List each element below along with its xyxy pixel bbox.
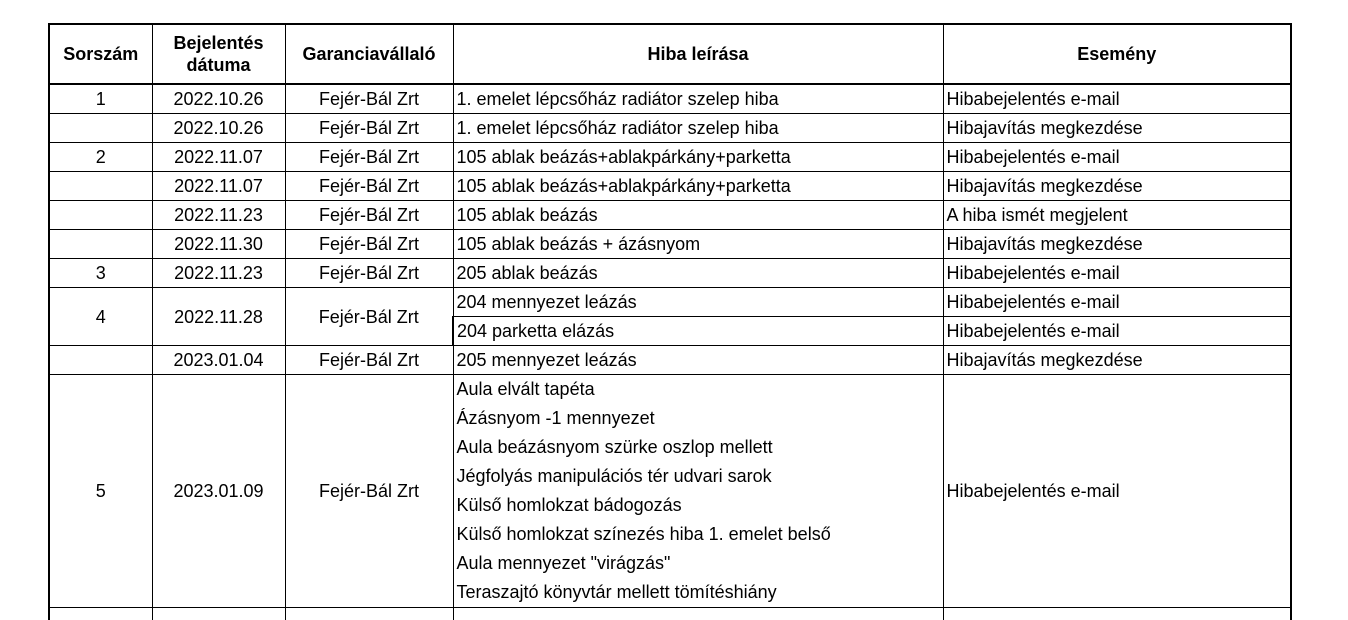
hiba-line: Külső homlokzat színezés hiba 1. emelet belső xyxy=(457,520,940,549)
cell-garancia: Fejér-Bál Zrt xyxy=(285,375,453,608)
cell-empty xyxy=(285,608,453,620)
cell-esemeny: Hibajavítás megkezdése xyxy=(943,346,1291,375)
cell-sorszam: 5 xyxy=(49,375,152,608)
cell-garancia: Fejér-Bál Zrt xyxy=(285,201,453,230)
hiba-line: Aula elvált tapéta xyxy=(457,375,940,404)
hiba-line: Jégfolyás manipulációs tér udvari sarok xyxy=(457,462,940,491)
cell-datum: 2022.11.28 xyxy=(152,288,285,346)
cell-hiba: 105 ablak beázás xyxy=(453,201,943,230)
table-row-partial xyxy=(49,608,1291,620)
cell-garancia: Fejér-Bál Zrt xyxy=(285,143,453,172)
cell-hiba: 1. emelet lépcsőház radiátor szelep hiba xyxy=(453,114,943,143)
header-datum-line1: Bejelentés xyxy=(156,32,282,54)
table-row xyxy=(49,288,1291,317)
cell-garancia: Fejér-Bál Zrt xyxy=(285,230,453,259)
hiba-line: Aula beázásnyom szürke oszlop mellett xyxy=(457,433,940,462)
cell-datum: 2022.11.23 xyxy=(152,259,285,288)
hiba-line: Aula mennyezet "virágzás" xyxy=(457,549,940,578)
header-hiba: Hiba leírása xyxy=(453,24,943,84)
cell-esemeny: Hibajavítás megkezdése xyxy=(943,172,1291,201)
hiba-line: Ázásnyom -1 mennyezet xyxy=(457,404,940,433)
cell-sorszam: 2 xyxy=(49,143,152,172)
warranty-table xyxy=(48,23,1292,620)
cell-esemeny: A hiba ismét megjelent xyxy=(943,201,1291,230)
table-row xyxy=(49,259,1291,288)
cell-empty xyxy=(49,608,152,620)
header-datum xyxy=(152,24,285,84)
cell-garancia: Fejér-Bál Zrt xyxy=(285,288,453,346)
cell-hiba: 105 ablak beázás+ablakpárkány+parketta xyxy=(453,143,943,172)
cell-datum: 2022.10.26 xyxy=(152,84,285,114)
cell-datum: 2022.11.07 xyxy=(152,143,285,172)
table-row xyxy=(49,143,1291,172)
cell-esemeny: Hibajavítás megkezdése xyxy=(943,230,1291,259)
cell-hiba: 205 ablak beázás xyxy=(453,259,943,288)
cell-sorszam: 3 xyxy=(49,259,152,288)
header-sorszam: Sorszám xyxy=(49,24,152,84)
table-row xyxy=(49,346,1291,375)
cell-empty xyxy=(152,608,285,620)
cell-empty xyxy=(943,608,1291,620)
cell-sorszam xyxy=(49,114,152,143)
cell-esemeny: Hibabejelentés e-mail xyxy=(943,375,1291,608)
cell-datum: 2023.01.04 xyxy=(152,346,285,375)
cell-datum: 2022.11.23 xyxy=(152,201,285,230)
cell-sorszam: 1 xyxy=(49,84,152,114)
cell-esemeny: Hibabejelentés e-mail xyxy=(943,288,1291,317)
table-row xyxy=(49,375,1291,608)
header-datum-line2: dátuma xyxy=(156,54,282,76)
cell-garancia: Fejér-Bál Zrt xyxy=(285,172,453,201)
cell-empty xyxy=(453,608,943,620)
table-row xyxy=(49,114,1291,143)
table-row xyxy=(49,172,1291,201)
table-row xyxy=(49,230,1291,259)
cell-datum: 2022.11.30 xyxy=(152,230,285,259)
cell-garancia: Fejér-Bál Zrt xyxy=(285,84,453,114)
cell-esemeny: Hibajavítás megkezdése xyxy=(943,114,1291,143)
cell-hiba: 205 mennyezet leázás xyxy=(453,346,943,375)
cell-datum: 2023.01.09 xyxy=(152,375,285,608)
cell-esemeny: Hibabejelentés e-mail xyxy=(943,259,1291,288)
cell-hiba: 105 ablak beázás + ázásnyom xyxy=(453,230,943,259)
cell-sorszam xyxy=(49,172,152,201)
cell-hiba: 105 ablak beázás+ablakpárkány+parketta xyxy=(453,172,943,201)
cell-esemeny: Hibabejelentés e-mail xyxy=(943,84,1291,114)
cell-sorszam xyxy=(49,346,152,375)
cell-hiba: 204 parketta elázás xyxy=(453,317,943,346)
table-row xyxy=(49,201,1291,230)
hiba-line: Külső homlokzat bádogozás xyxy=(457,491,940,520)
header-esemeny: Esemény xyxy=(943,24,1291,84)
header-garancia: Garanciavállaló xyxy=(285,24,453,84)
cell-garancia: Fejér-Bál Zrt xyxy=(285,346,453,375)
cell-sorszam xyxy=(49,230,152,259)
cell-sorszam: 4 xyxy=(49,288,152,346)
cell-datum: 2022.10.26 xyxy=(152,114,285,143)
cell-hiba-list xyxy=(453,375,943,608)
cell-garancia: Fejér-Bál Zrt xyxy=(285,114,453,143)
cell-garancia: Fejér-Bál Zrt xyxy=(285,259,453,288)
cell-hiba: 1. emelet lépcsőház radiátor szelep hiba xyxy=(453,84,943,114)
header-row xyxy=(49,24,1291,84)
table-row xyxy=(49,84,1291,114)
hiba-line: Teraszajtó könyvtár mellett tömítéshiány xyxy=(457,578,940,607)
cell-esemeny: Hibabejelentés e-mail xyxy=(943,143,1291,172)
cell-datum: 2022.11.07 xyxy=(152,172,285,201)
cell-hiba: 204 mennyezet leázás xyxy=(453,288,943,317)
cell-esemeny: Hibabejelentés e-mail xyxy=(943,317,1291,346)
cell-sorszam xyxy=(49,201,152,230)
